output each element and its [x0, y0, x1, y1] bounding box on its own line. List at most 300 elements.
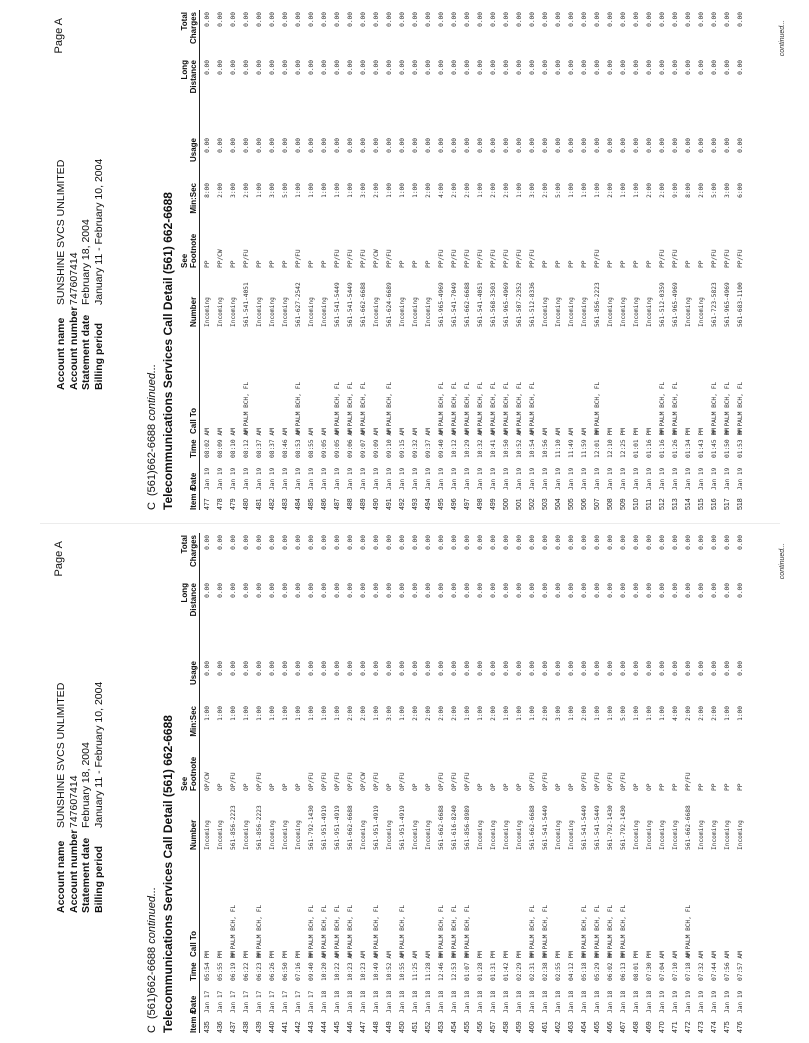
section-continued: continued... [146, 363, 158, 421]
cell-date: Jan 19 [347, 467, 354, 490]
cell-usage: 0.00 [503, 138, 510, 153]
cell-long: 0.00 [633, 583, 640, 598]
cell-date: Jan 17 [282, 990, 289, 1013]
cell-foot: OP/FU [347, 772, 354, 791]
cell-callto: W PALM BCH, FL [451, 904, 458, 957]
cell-number: 561-951-4919 [334, 805, 341, 850]
account-name-label: Account name [55, 317, 67, 390]
table-row [474, 10, 487, 510]
section-continued: continued... [146, 886, 158, 944]
cell-time: 02:38 PM [542, 951, 549, 981]
cell-foot: PP [659, 783, 666, 791]
cell-minsec: 1:00 [295, 706, 302, 721]
cell-minsec: 2:00 [698, 183, 705, 198]
cell-usage: 0.00 [737, 661, 744, 676]
table-row [253, 533, 266, 1033]
cell-foot: OP/FU [529, 772, 536, 791]
cell-callto: W PALM BCH, FL [334, 381, 341, 434]
cell-foot: OP [412, 783, 419, 791]
cell-foot: OP/FU [321, 772, 328, 791]
col-number: Number [189, 819, 198, 850]
cell-date: Jan 18 [334, 990, 341, 1013]
cell-date: Jan 17 [243, 990, 250, 1013]
cell-number: Incoming [568, 297, 575, 327]
page-divider [40, 523, 780, 524]
cell-foot: OP/CW [360, 772, 367, 791]
cell-foot: PP [711, 783, 718, 791]
cell-long: 0.00 [529, 60, 536, 75]
cell-minsec: 2:00 [542, 706, 549, 721]
cell-date: Jan 18 [555, 990, 562, 1013]
cell-minsec: 1:00 [646, 706, 653, 721]
cell-item: 458 [503, 1021, 510, 1033]
cell-number: Incoming [412, 297, 419, 327]
cell-item: 468 [633, 1021, 640, 1033]
cell-item: 450 [399, 1021, 406, 1033]
cell-date: Jan 19 [724, 467, 731, 490]
cell-number: 561-856-2223 [256, 805, 263, 850]
cell-long: 0.00 [399, 60, 406, 75]
cell-foot: PP/FU [243, 249, 250, 268]
cell-date: Jan 18 [594, 990, 601, 1013]
cell-foot: OP [555, 783, 562, 791]
cell-usage: 0.00 [594, 138, 601, 153]
cell-usage: 0.00 [555, 138, 562, 153]
cell-minsec: 2:00 [217, 183, 224, 198]
cell-time: 06:26 PM [269, 951, 276, 981]
cell-minsec: 1:00 [386, 183, 393, 198]
cell-total: 0.00 [295, 12, 302, 27]
cell-number: 561-965-4969 [724, 282, 731, 327]
cell-total: 0.00 [269, 12, 276, 27]
cell-number: 561-512-8336 [529, 282, 536, 327]
cell-item: 480 [243, 498, 250, 510]
cell-long: 0.00 [724, 583, 731, 598]
cell-long: 0.00 [451, 60, 458, 75]
cell-time: 08:53 AM [295, 428, 302, 458]
cell-foot: OP/FU [542, 772, 549, 791]
cell-time: 09:40 PM [308, 951, 315, 981]
cell-usage: 0.00 [373, 661, 380, 676]
cell-usage: 0.00 [295, 661, 302, 676]
cell-item: 501 [516, 498, 523, 510]
col-item: Item # [189, 1009, 198, 1033]
cell-item: 478 [217, 498, 224, 510]
cell-total: 0.00 [529, 535, 536, 550]
table-row [227, 533, 240, 1033]
cell-time: 07:10 AM [672, 951, 679, 981]
call-detail-title: Telecommunications Services Call Detail (561) 662-6688 [161, 192, 175, 510]
cell-date: Jan 18 [581, 990, 588, 1013]
cell-long: 0.00 [594, 583, 601, 598]
cell-foot: PP/FU [711, 249, 718, 268]
cell-time: 07:57 AM [737, 951, 744, 981]
table-row [279, 533, 292, 1033]
cell-time: 08:37 AM [269, 428, 276, 458]
cell-date: Jan 19 [685, 990, 692, 1013]
cell-foot: PP/FU [360, 249, 367, 268]
cell-date: Jan 18 [620, 990, 627, 1013]
cell-callto: W PALM BCH, FL [451, 381, 458, 434]
cell-number: 561-723-5823 [711, 282, 718, 327]
cell-item: 487 [334, 498, 341, 510]
cell-foot: PP [685, 260, 692, 268]
cell-long: 0.00 [672, 583, 679, 598]
cell-minsec: 1:00 [282, 706, 289, 721]
cell-long: 0.00 [477, 60, 484, 75]
cell-date: Jan 19 [672, 467, 679, 490]
cell-long: 0.00 [698, 60, 705, 75]
cell-total: 0.00 [503, 535, 510, 550]
table-row [201, 10, 214, 510]
cell-date: Jan 19 [360, 467, 367, 490]
cell-number: Incoming [373, 297, 380, 327]
cell-usage: 0.00 [555, 661, 562, 676]
cell-time: 09:07 AM [360, 428, 367, 458]
cell-long: 0.00 [620, 583, 627, 598]
page-label: Page A [53, 18, 65, 54]
cell-number: 561-951-4919 [373, 805, 380, 850]
statement-date-label: Statement date [80, 837, 92, 913]
cell-number: Incoming [490, 820, 497, 850]
cell-date: Jan 19 [282, 467, 289, 490]
cell-time: 07:44 AM [711, 951, 718, 981]
cell-date: Jan 17 [230, 990, 237, 1013]
cell-number: Incoming [555, 820, 562, 850]
cell-usage: 0.00 [451, 138, 458, 153]
cell-time: 01:42 PM [503, 951, 510, 981]
cell-foot: PP/CW [217, 249, 224, 268]
cell-callto: W PALM BCH, FL [321, 904, 328, 957]
cell-foot: OP [425, 783, 432, 791]
table-row [357, 10, 370, 510]
cell-usage: 0.00 [633, 661, 640, 676]
cell-callto: W PALM BCH, FL [386, 381, 393, 434]
cell-callto: W PALM BCH, FL [360, 381, 367, 434]
cell-time: 01:31 PM [490, 951, 497, 981]
cell-total: 0.00 [646, 535, 653, 550]
cell-number: 561-792-1430 [607, 805, 614, 850]
cell-item: 453 [438, 1021, 445, 1033]
cell-total: 0.00 [568, 12, 575, 27]
cell-minsec: 1:00 [607, 706, 614, 721]
cell-number: Incoming [724, 820, 731, 850]
cell-item: 508 [607, 498, 614, 510]
cell-date: Jan 18 [516, 990, 523, 1013]
cell-date: Jan 17 [295, 990, 302, 1013]
cell-date: Jan 18 [607, 990, 614, 1013]
section-letter: C [146, 502, 158, 510]
cell-number: 561-965-4969 [438, 282, 445, 327]
cell-total: 0.00 [464, 535, 471, 550]
cell-usage: 0.00 [308, 661, 315, 676]
cell-usage: 0.00 [685, 661, 692, 676]
cell-long: 0.00 [464, 60, 471, 75]
cell-usage: 0.00 [607, 661, 614, 676]
cell-long: 0.00 [204, 60, 211, 75]
cell-minsec: 1:00 [308, 183, 315, 198]
cell-item: 477 [204, 498, 211, 510]
cell-long: 0.00 [438, 583, 445, 598]
cell-callto: W PALM BCH, FL [308, 904, 315, 957]
cell-time: 01:53 PM [737, 428, 744, 458]
cell-minsec: 1:00 [256, 183, 263, 198]
cell-number: 561-856-2223 [230, 805, 237, 850]
cell-date: Jan 18 [568, 990, 575, 1013]
cell-total: 0.00 [594, 535, 601, 550]
cell-item: 454 [451, 1021, 458, 1033]
table-row [656, 533, 669, 1033]
table-row [305, 533, 318, 1033]
cell-total: 0.00 [269, 535, 276, 550]
cell-date: Jan 19 [490, 467, 497, 490]
cell-time: 08:46 AM [282, 428, 289, 458]
cell-time: 12:25 PM [620, 428, 627, 458]
table-row [643, 533, 656, 1033]
cell-number: 561-541-4051 [477, 282, 484, 327]
cell-long: 0.00 [360, 583, 367, 598]
cell-total: 0.00 [451, 12, 458, 27]
cell-usage: 0.00 [282, 138, 289, 153]
cell-usage: 0.00 [217, 138, 224, 153]
cell-foot: OP [217, 783, 224, 791]
cell-item: 473 [698, 1021, 705, 1033]
cell-total: 0.00 [256, 12, 263, 27]
cell-time: 09:09 AM [373, 428, 380, 458]
cell-minsec: 5:00 [282, 183, 289, 198]
cell-usage: 0.00 [204, 661, 211, 676]
col-item: Item # [189, 486, 198, 510]
cell-minsec: 1:00 [581, 183, 588, 198]
statement-date: February 18, 2004 [80, 742, 92, 828]
cell-usage: 0.00 [542, 661, 549, 676]
cell-time: 07:04 AM [659, 951, 666, 981]
cell-foot: PP/FU [334, 249, 341, 268]
cell-minsec: 1:00 [503, 706, 510, 721]
table-header [177, 10, 200, 510]
cell-total: 0.00 [334, 12, 341, 27]
cell-time: 01:26 PM [672, 428, 679, 458]
cell-minsec: 3:00 [529, 183, 536, 198]
cell-date: Jan 18 [646, 990, 653, 1013]
cell-item: 497 [464, 498, 471, 510]
cell-long: 0.00 [204, 583, 211, 598]
cell-item: 469 [646, 1021, 653, 1033]
cell-item: 512 [659, 498, 666, 510]
cell-total: 0.00 [360, 535, 367, 550]
cell-foot: OP [633, 783, 640, 791]
cell-minsec: 2:00 [698, 706, 705, 721]
section-letter: C [146, 1025, 158, 1033]
cell-foot: OP/FU [308, 772, 315, 791]
cell-usage: 0.00 [620, 661, 627, 676]
cell-time: 12:53 PM [451, 951, 458, 981]
cell-date: Jan 18 [386, 990, 393, 1013]
page-label: Page A [53, 541, 65, 577]
cell-long: 0.00 [334, 583, 341, 598]
table-row [396, 533, 409, 1033]
cell-minsec: 1:00 [321, 183, 328, 198]
cell-total: 0.00 [633, 535, 640, 550]
cell-time: 01:16 PM [646, 428, 653, 458]
cell-callto: W PALM BCH, FL [685, 904, 692, 957]
cell-item: 463 [568, 1021, 575, 1033]
cell-time: 09:15 AM [399, 428, 406, 458]
account-name: SUNSHINE SVCS UNLIMITED [55, 682, 67, 828]
cell-callto: W PALM BCH, FL [243, 381, 250, 434]
cell-total: 0.00 [308, 12, 315, 27]
cell-foot: PP [412, 260, 419, 268]
cell-usage: 0.00 [724, 661, 731, 676]
cell-date: Jan 18 [425, 990, 432, 1013]
cell-foot: PP [321, 260, 328, 268]
cell-foot: PP [399, 260, 406, 268]
cell-date: Jan 19 [737, 467, 744, 490]
cell-usage: 0.00 [360, 138, 367, 153]
cell-total: 0.00 [217, 12, 224, 27]
cell-minsec: 1:00 [659, 706, 666, 721]
cell-usage: 0.00 [269, 138, 276, 153]
cell-item: 440 [269, 1021, 276, 1033]
table-row [266, 533, 279, 1033]
cell-foot: OP/FU [451, 772, 458, 791]
table-row [370, 10, 383, 510]
cell-minsec: 1:00 [594, 183, 601, 198]
cell-minsec: 2:00 [425, 183, 432, 198]
cell-long: 0.00 [425, 60, 432, 75]
cell-usage: 0.00 [581, 661, 588, 676]
table-row [331, 10, 344, 510]
cell-time: 05:54 PM [204, 951, 211, 981]
cell-minsec: 1:00 [464, 706, 471, 721]
cell-minsec: 1:00 [308, 706, 315, 721]
cell-usage: 0.00 [633, 138, 640, 153]
cell-total: 0.00 [438, 12, 445, 27]
cell-long: 0.00 [412, 60, 419, 75]
cell-time: 07:18 AM [685, 951, 692, 981]
cell-usage: 0.00 [230, 138, 237, 153]
table-row [565, 533, 578, 1033]
cell-minsec: 4:00 [438, 183, 445, 198]
cell-callto: W PALM BCH, FL [373, 904, 380, 957]
cell-total: 0.00 [542, 12, 549, 27]
cell-number: 561-856-8989 [464, 805, 471, 850]
cell-foot: OP/FU [594, 772, 601, 791]
cell-date: Jan 18 [399, 990, 406, 1013]
col-time: Time [189, 962, 198, 981]
cell-item: 516 [711, 498, 718, 510]
cell-item: 439 [256, 1021, 263, 1033]
cell-minsec: 1:00 [217, 706, 224, 721]
cell-minsec: 2:00 [646, 183, 653, 198]
cell-number: Incoming [542, 297, 549, 327]
cell-usage: 0.00 [659, 661, 666, 676]
cell-item: 457 [490, 1021, 497, 1033]
cell-time: 10:32 AM [477, 428, 484, 458]
table-row [344, 10, 357, 510]
cell-usage: 0.00 [269, 661, 276, 676]
cell-foot: PP/FU [347, 249, 354, 268]
cell-usage: 0.00 [438, 661, 445, 676]
cell-time: 10:12 AM [451, 428, 458, 458]
cell-time: 10:52 AM [516, 428, 523, 458]
cell-time: 02:55 PM [555, 951, 562, 981]
cell-usage: 0.00 [217, 661, 224, 676]
cell-callto: W PALM BCH, FL [529, 381, 536, 434]
cell-time: 05:18 PM [581, 951, 588, 981]
cell-callto: W PALM BCH, FL [490, 381, 497, 434]
cell-item: 494 [425, 498, 432, 510]
table-row [487, 533, 500, 1033]
cell-minsec: 1:00 [412, 183, 419, 198]
table-row [422, 533, 435, 1033]
cell-total: 0.00 [685, 12, 692, 27]
cell-time: 06:50 PM [282, 951, 289, 981]
cell-date: Jan 19 [711, 990, 718, 1013]
cell-usage: 0.00 [659, 138, 666, 153]
cell-long: 0.00 [711, 60, 718, 75]
cell-total: 0.00 [347, 535, 354, 550]
cell-minsec: 1:00 [334, 183, 341, 198]
cell-long: 0.00 [542, 60, 549, 75]
table-row [500, 533, 513, 1033]
cell-total: 0.00 [698, 12, 705, 27]
cell-foot: PP/FU [386, 249, 393, 268]
cell-total: 0.00 [659, 12, 666, 27]
cell-time: 09:05 AM [321, 428, 328, 458]
cell-long: 0.00 [685, 60, 692, 75]
billing-period: January 11 - February 10, 2004 [92, 681, 105, 828]
table-row [331, 533, 344, 1033]
cell-time: 11:49 AM [568, 428, 575, 458]
cell-callto: W PALM BCH, FL [347, 904, 354, 957]
cell-item: 446 [347, 1021, 354, 1033]
cell-date: Jan 18 [542, 990, 549, 1013]
cell-long: 0.00 [243, 60, 250, 75]
cell-date: Jan 19 [646, 467, 653, 490]
col-footnote: See Footnote [180, 233, 198, 268]
table-row [487, 10, 500, 510]
cell-minsec: 2:00 [607, 183, 614, 198]
cell-number: Incoming [204, 297, 211, 327]
cell-time: 01:28 PM [477, 951, 484, 981]
cell-callto: W PALM BCH, FL [659, 381, 666, 434]
cell-total: 0.00 [711, 12, 718, 27]
table-row [500, 10, 513, 510]
cell-foot: PP [724, 783, 731, 791]
cell-minsec: 2:00 [412, 706, 419, 721]
cell-minsec: 2:00 [347, 706, 354, 721]
cell-date: Jan 18 [490, 990, 497, 1013]
cell-time: 10:54 AM [529, 428, 536, 458]
cell-item: 503 [542, 498, 549, 510]
cell-item: 517 [724, 498, 731, 510]
cell-item: 455 [464, 1021, 471, 1033]
account-number: 747607414 [67, 775, 80, 828]
cell-number: 561-792-1430 [308, 805, 315, 850]
cell-date: Jan 17 [308, 990, 315, 1013]
col-date: Date [189, 472, 198, 490]
cell-number: Incoming [217, 820, 224, 850]
cell-foot: PP/FU [594, 249, 601, 268]
cell-usage: 0.00 [425, 661, 432, 676]
cell-time: 06:23 PM [256, 951, 263, 981]
cell-item: 500 [503, 498, 510, 510]
cell-total: 0.00 [737, 535, 744, 550]
cell-usage: 0.00 [477, 661, 484, 676]
cell-foot: OP/FU [373, 772, 380, 791]
cell-usage: 0.00 [724, 138, 731, 153]
